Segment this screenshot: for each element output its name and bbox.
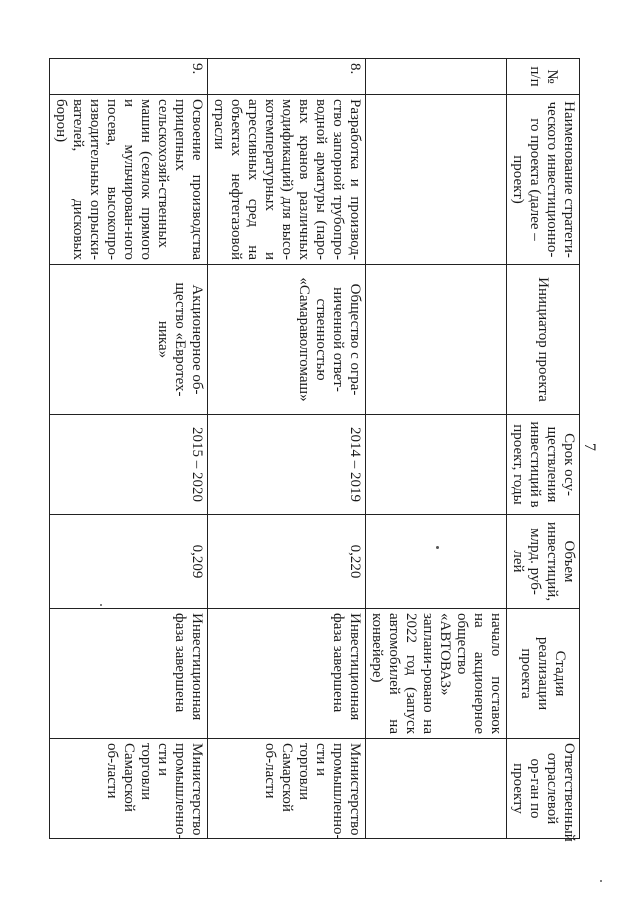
cell-empty <box>366 515 507 609</box>
cell-period: 2014 – 2019 <box>208 415 366 515</box>
cell-stage: Инвестиционная фаза завершена <box>208 609 366 739</box>
header-volume: Объем инвестиций, млрд. руб-лей <box>507 515 580 609</box>
scan-speck <box>436 546 439 549</box>
cell-empty <box>366 59 507 95</box>
cell-empty <box>366 739 507 839</box>
table-row <box>50 59 208 839</box>
scan-speck <box>600 880 602 882</box>
scan-speck <box>100 604 102 606</box>
table-row-continuation <box>366 59 507 839</box>
cell-volume: 0,209 <box>50 515 208 609</box>
investment-projects-table <box>49 58 580 842</box>
header-period: Срок осу-ществления инвестиций в проект, годы <box>507 415 580 515</box>
cell-empty <box>366 265 507 415</box>
cell-empty <box>366 95 507 265</box>
cell-period: 2015 – 2020 <box>50 415 208 515</box>
cell-empty <box>366 415 507 515</box>
rotated-table-wrapper <box>53 58 580 842</box>
cell-volume: 0,220 <box>208 515 366 609</box>
header-initiator: Инициатор проекта <box>507 265 580 415</box>
cell-stage-continuation: начало поставок на акционерное общество «АВТОВАЗ» заплани-ровано на 2022 год (запуск автомобилей на конвейере) <box>366 609 507 739</box>
cell-number: 9. <box>50 59 208 95</box>
header-number: № п/п <box>507 59 580 95</box>
header-responsible: Ответственный отраслевой ор-ган по проекту <box>507 739 580 839</box>
page-number: 7 <box>581 443 598 451</box>
header-project-name: Наименование стратеги-ческого инвестиционно-го проекта (далее – проект) <box>507 95 580 265</box>
cell-project-name: Разработка и производ-ство запорной трубопро-водной арматуры (паро-вых кранов различных модификаций) для высо-котемпературных и агрессивных сред на объектах нефтегазовой отрасли <box>208 95 366 265</box>
table-header-row <box>507 59 580 839</box>
table-row <box>208 59 366 839</box>
cell-project-name: Освоение производства прицепных сельскохозяй-ственных машин (сеялок прямого и мульчирован-ного посева, высокопро-изводительных опрыски-вателей, дисковых борон) <box>50 95 208 265</box>
cell-initiator: Общество с огра-ниченной ответ-ственностью «Самараволгомаш» <box>208 265 366 415</box>
header-stage: Стадия реализации проекта <box>507 609 580 739</box>
cell-stage: Инвестиционная фаза завершена <box>50 609 208 739</box>
cell-responsible: Министерство промышленно-сти и торговли Самарской об-ласти <box>208 739 366 839</box>
cell-responsible: Министерство промышленно-сти и торговли Самарской об-ласти <box>50 739 208 839</box>
cell-initiator: Акционерное об-щество «Евротех-ника» <box>50 265 208 415</box>
cell-number: 8. <box>208 59 366 95</box>
